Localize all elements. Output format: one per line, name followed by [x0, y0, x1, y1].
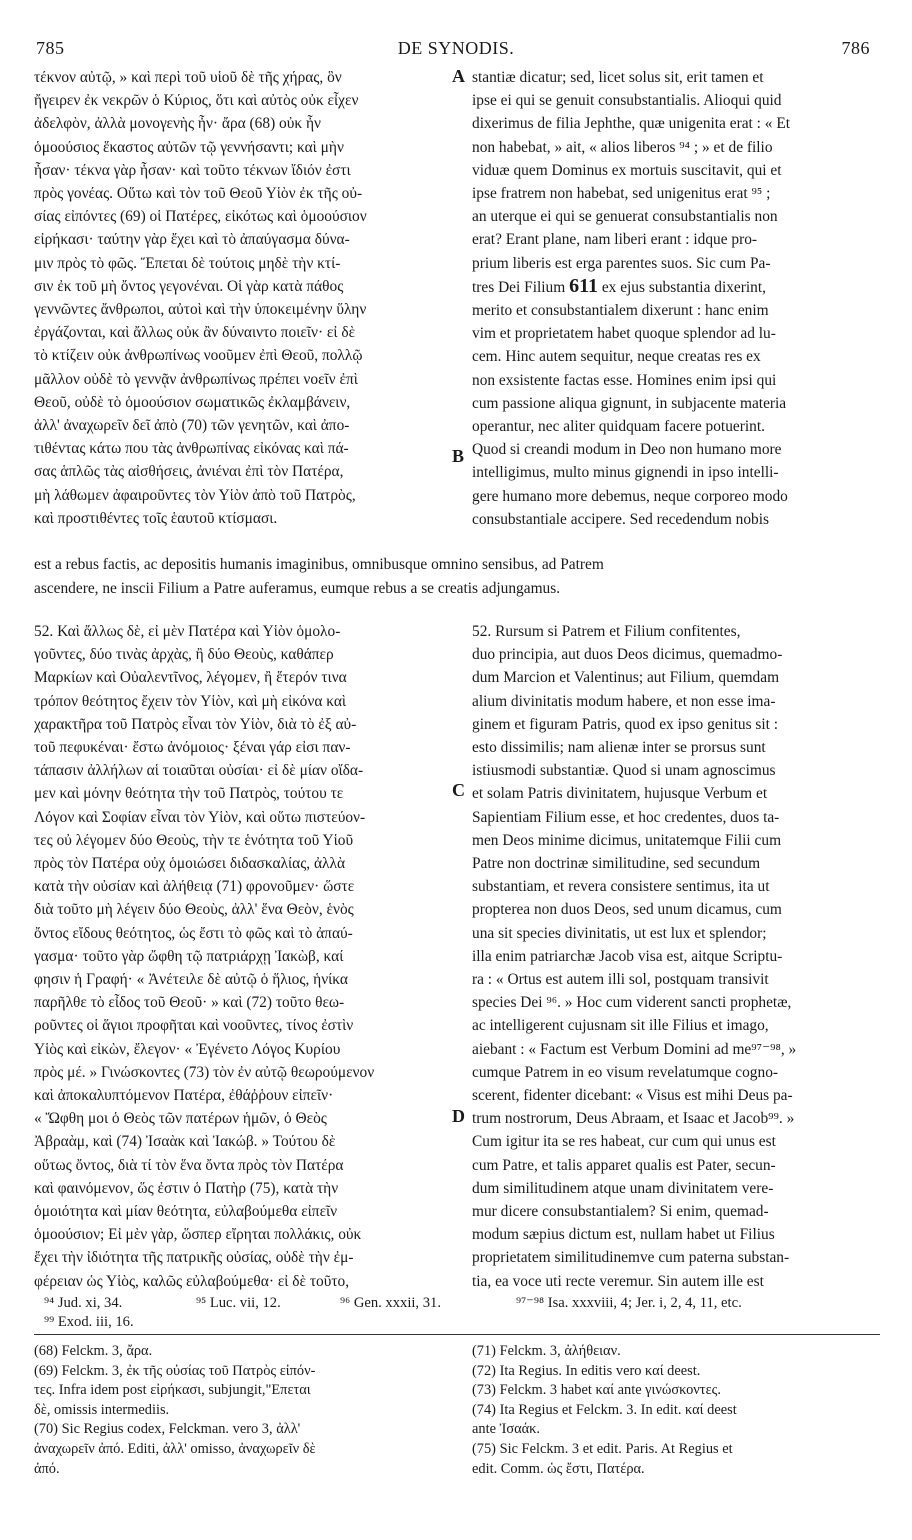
- greek-line: μᾶλλον οὐδὲ τὸ γεννᾷν ἀνθρωπίνως πρέπει νοεῖν ἐπὶ: [34, 370, 358, 388]
- greek-line: πρὸς τὸν Πατέρα οὐχ ὁμοιώσει διδασκαλίας, ἀλλὰ: [34, 855, 346, 873]
- greek-line: ὁμοούσιος ἕκαστος αὐτῶν τῷ γεννήσαντι; καὶ μὴν: [34, 138, 344, 156]
- left-page-number: 785: [36, 38, 65, 58]
- latin-line: ipse ei qui se genuit consubstantialis. Alioqui quid: [472, 92, 782, 110]
- latin-line: cumque Patrem in eo visum revelatumque cogno-: [472, 1063, 779, 1081]
- latin-line: Cum igitur ita se res habeat, cur cum qui unus est: [472, 1133, 776, 1151]
- greek-line: ὄντος εἴδους θεότητος, ὡς ἔστι τὸ φῶς καὶ τὸ ἀπαύ-: [34, 924, 353, 942]
- latin-line: propterea non duos Deos, sed unum dicamus, cum: [472, 901, 782, 919]
- greek-line: γασμα· τοῦτο γὰρ ὤφθη τῷ πατριάρχῃ Ἰακὼβ, καί: [34, 947, 344, 965]
- latin-line: vim et proprietatem habet quoque splendor ad lu-: [472, 325, 776, 343]
- greek-line: Λόγον καὶ Σοφίαν εἶναι τὸν Υἱὸν, καὶ οὕτω πιστεύον-: [34, 808, 366, 826]
- greek-line: τέκνον αὐτῷ, » καὶ περὶ τοῦ υἱοῦ δὲ τῆς χήρας, ὃν: [34, 69, 342, 86]
- greek-line: μὴ λάθωμεν ἀφαιροῦντες τὸν Υἱὸν ἀπὸ τοῦ Πατρὸς,: [34, 486, 356, 504]
- greek-line: καὶ ἀποκαλυπτόμενον Πατέρα, ἐθάῤῥουν εἰπεῖν·: [34, 1087, 334, 1105]
- latin-line: ac intelligerent cujusnam sit ille Filius et imago,: [472, 1017, 769, 1035]
- greek-line: Θεοῦ, οὐδὲ τὸ ὁμοούσιον σωματικῶς ἐκλαμβάνειν,: [34, 393, 351, 411]
- greek-line: φέρειαν ὡς Υἱὸς, καλῶς εὐλαβούμεθα· εἰ δὲ τοῦτο,: [34, 1272, 350, 1290]
- greek-line: τὸ κτίζειν οὐκ ἀνθρωπίνως νοοῦμεν ἐπὶ Θεοῦ, πολλῷ: [34, 347, 363, 365]
- latin-line-start: tres Dei Filium: [472, 278, 566, 296]
- margin-letter-a: A: [452, 66, 465, 86]
- greek-line: τες οὐ λέγομεν δύο Θεοὺς, τὴν τε ἑνότητα τοῦ Υἱοῦ: [34, 831, 354, 849]
- greek-line: ροῦντες οἱ ἅγιοι προφῆται καὶ νοοῦντες, τίνος ἐστὶν: [34, 1017, 354, 1035]
- greek-line: γεννῶντες ἄνθρωποι, αὐτοὶ καὶ τὴν ὑποκειμένην ὕλην: [34, 301, 367, 319]
- greek-line: τοῦ πεφυκέναι· ἔστω ἀνόμοιος· ξέναι γάρ εἰσι παν-: [34, 739, 351, 757]
- latin-column-top: [472, 66, 880, 531]
- latin-line: 52. Rursum si Patrem et Filium confitentes,: [472, 623, 741, 640]
- latin-line: tia, ea voce uti recte veremur. Sin autem ille est: [472, 1272, 764, 1290]
- greek-line: σίας εἰπόντες (69) οἱ Πατέρες, εἰκότως καὶ ὁμοούσιον: [34, 208, 367, 226]
- greek-line: ἀλλ' ἀναχωρεῖν δεῖ ἀπὸ (70) τῶν γενητῶν, καὶ ἀπο-: [34, 417, 350, 435]
- latin-line-end: ex ejus substantia dixerint,: [601, 278, 766, 296]
- latin-line: consubstantiale accipere. Sed recedendum nobis: [472, 510, 770, 528]
- latin-line: dixerimus de filia Jephthe, quæ unigenita erat : « Et: [472, 115, 790, 133]
- greek-line: ἐργάζονται, καὶ ἄλλως οὐκ ἂν δύναιντο ποιεῖν· εἰ δὲ: [34, 324, 356, 342]
- full-width-line: est a rebus factis, ac depositis humanis imaginibus, omnibusque omnino sensibus, ad Patrem: [34, 556, 604, 573]
- footnote-line: ἀναχωρεῖν ἀπό. Editi, ἀλλ' omisso, ἀναχωρεῖν δὲ: [34, 1440, 316, 1457]
- greek-line: μεν καὶ μόνην θεότητα τὴν τοῦ Πατρὸς, τούτου τε: [34, 785, 344, 803]
- latin-line: operantur, nec aliter quidquam facere potuerint.: [472, 418, 765, 436]
- footnote-line: (73) Felckm. 3 habet καί ante γινώσκοντες.: [472, 1382, 721, 1399]
- latin-line: erat? Erant plane, nam liberi erant : idque pro-: [472, 231, 758, 249]
- footnote-line: τες. Infra idem post εἰρήκασι, subjungit,"Επεται: [34, 1382, 311, 1399]
- footnote-line: (71) Felckm. 3, ἀλήθειαν.: [472, 1343, 621, 1359]
- latin-line: cem. Hinc autem sequitur, neque creatas res ex: [472, 348, 761, 366]
- greek-column-bottom: [34, 620, 452, 1293]
- greek-line: πρὸς γονέας. Οὕτω καὶ τὸν τοῦ Θεοῦ Υἱὸν ἐκ τῆς οὐ-: [34, 185, 363, 203]
- latin-line: alium divinitatis modum habere, et non esse ima-: [472, 692, 776, 710]
- latin-line: et solam Patris divinitatem, hujusque Verbum et: [472, 785, 768, 803]
- bible-reference: ⁹⁴ Jud. xi, 34.: [44, 1295, 123, 1311]
- latin-line: non exsistente factas esse. Homines enim ipsi qui: [472, 371, 777, 389]
- latin-line: intelligimus, multo minus gignendi in ipso intelli-: [472, 464, 779, 482]
- latin-line: mur dicere consubstantialem? Si enim, quemad-: [472, 1203, 769, 1221]
- greek-line: ἀδελφὸν, ἀλλὰ μονογενὴς ἦν· ἄρα (68) οὐκ ἦν: [34, 115, 321, 133]
- running-title: DE SYNODIS.: [397, 38, 515, 58]
- greek-line: « Ὤφθη μοι ὁ Θεὸς τῶν πατέρων ἡμῶν, ὁ Θεὸς: [34, 1110, 327, 1128]
- greek-line: γοῦντες, δύο τινὰς ἀρχὰς, ἢ δύο Θεοὺς, καθάπερ: [34, 646, 334, 664]
- latin-column-bottom: [472, 620, 880, 1293]
- footnote-line: (72) Ita Regius. In editis vero καί deest.: [472, 1362, 701, 1379]
- footnote-line: (74) Ita Regius et Felckm. 3. In edit. καί deest: [472, 1401, 737, 1418]
- latin-line: modum sæpius dictum est, nullam habet ut Filius: [472, 1226, 775, 1244]
- footnote-line: edit. Comm. ὡς ἔστι, Πατέρα.: [472, 1460, 645, 1477]
- latin-line: gere humano more debemus, neque corporeo modo: [472, 487, 788, 505]
- greek-line: σιν ἐκ τοῦ μὴ ὄντος γεγονέναι. Οἱ γὰρ κατὰ πάθος: [34, 277, 344, 295]
- greek-line: ἦσαν· τέκνα γὰρ ἦσαν· καὶ τοῦτο τέκνων ἴδιόν ἐστι: [34, 161, 351, 179]
- greek-line: πρὸς μέ. » Γινώσκοντες (73) τὸν ἐν αὐτῷ θεωρούμενον: [34, 1063, 375, 1081]
- greek-line: εἰρήκασι· ταύτην γὰρ ἔχει καὶ τὸ ἀπαύγασμα δύνα-: [34, 231, 350, 249]
- latin-line: illa enim patriarchæ Jacob visa est, aitque Scriptu-: [472, 947, 783, 965]
- latin-line: cum passione aliqua gignunt, in subjacente materia: [472, 394, 787, 412]
- bible-reference: ⁹⁶ Gen. xxxii, 31.: [340, 1295, 441, 1311]
- footnote-line: ante Ἰσαάκ.: [472, 1421, 541, 1438]
- latin-line: substantiam, et revera consistere sentimus, ita ut: [472, 878, 770, 896]
- greek-line: οὕτως ὄντος, διὰ τί τὸν ἕνα ὄντα πρὸς τὸν Πατέρα: [34, 1156, 344, 1174]
- latin-line: non habebat, » ait, « alios liberos ⁹⁴ ; » et de filio: [472, 138, 773, 156]
- right-page-number: 786: [841, 38, 870, 58]
- latin-line: trum nostrorum, Deus Abraam, et Isaac et Jacob⁹⁹. »: [472, 1110, 795, 1128]
- greek-line: καὶ προστιθέντες τοῖς ἑαυτοῦ κτίσμασι.: [34, 509, 278, 527]
- greek-line: τάπασιν ἀλλήλων αἱ τοιαῦται οὐσίαι· εἰ δὲ μίαν οἴδα-: [34, 762, 364, 780]
- latin-line: Sapientiam Filium esse, et hoc credentes, duos ta-: [472, 808, 780, 826]
- margin-letter-d: D: [452, 1106, 465, 1126]
- latin-line: proprietatem similitudinemve cum paterna substan-: [472, 1249, 790, 1267]
- footnote-line: ἀπό.: [34, 1460, 60, 1477]
- greek-column-top: [34, 66, 452, 530]
- latin-line: merito et consubstantialem dixerunt : hanc enim: [472, 302, 769, 320]
- greek-line: σας ἁπλῶς τὰς αἰσθήσεις, ἀνιέναι ἐπὶ τὸν Πατέρα,: [34, 463, 344, 481]
- column-marker: 611: [569, 274, 598, 297]
- latin-line: esto dissimilis; nam alienæ inter se prorsus sunt: [472, 739, 766, 757]
- greek-line: ὁμοιότητα καὶ μίαν θεότητα, εὐλαβούμεθα εἰπεῖν: [34, 1203, 338, 1221]
- greek-line: ἔχει τὴν ἰδιότητα τῆς πατρικῆς οὐσίας, οὐδὲ τὴν ἐμ-: [34, 1249, 354, 1267]
- bible-reference: ⁹⁹ Exod. iii, 16.: [44, 1314, 134, 1330]
- latin-line: dum similitudinem atque unam divinitatem vere-: [472, 1179, 774, 1197]
- latin-line: aiebant : « Factum est Verbum Domini ad me⁹⁷⁻⁹⁸, »: [472, 1040, 797, 1058]
- margin-letter-b: B: [452, 446, 465, 466]
- greek-line: καὶ φαινόμενον, ὥς ἐστιν ὁ Πατὴρ (75), κατὰ τὴν: [34, 1179, 339, 1197]
- greek-line: κατὰ τὴν οὐσίαν καὶ ἀλήθειᾳ (71) φρονοῦμεν· ὥστε: [34, 878, 355, 896]
- latin-line: prium liberis est erga parentes suos. Sic cum Pa-: [472, 254, 771, 272]
- footnote-line: (75) Sic Felckm. 3 et edit. Paris. At Regius et: [472, 1440, 733, 1457]
- latin-line: scerent, fidenter dicebant: « Visus est mihi Deus pa-: [472, 1087, 793, 1105]
- latin-line: an uterque ei qui se genuerat consubstantialis non: [472, 208, 778, 226]
- greek-line: Μαρκίων καὶ Οὐαλεντῖνος, λέγομεν, ἢ ἕτερόν τινα: [34, 669, 347, 687]
- latin-line-with-column-marker: [472, 275, 880, 299]
- footnote-line: (68) Felckm. 3, ἄρα.: [34, 1343, 153, 1359]
- footnotes-left: [34, 1342, 454, 1479]
- footnote-line: (70) Sic Regius codex, Felckman. vero 3, ἀλλ': [34, 1421, 301, 1438]
- latin-line: ginem et figuram Patris, quod ex ipso genitus sit :: [472, 715, 779, 733]
- latin-line: cum Patre, et talis apparet qualis est Pater, secun-: [472, 1156, 776, 1174]
- latin-line: una sit species divinitatis, ut est lux et splendor;: [472, 924, 767, 942]
- latin-line: ra : « Ortus est autem illi sol, postquam transivit: [472, 971, 769, 989]
- notes-divider: [34, 1334, 880, 1335]
- full-width-line: ascendere, ne inscii Filium a Patre auferamus, eumque rebus a se creatis adjungamus.: [34, 580, 561, 597]
- greek-line: τρόπον θεότητος ἔχειν τὸν Υἱὸν, καὶ μὴ εἰκόνα καὶ: [34, 692, 347, 710]
- greek-line: χαρακτῆρα τοῦ Πατρὸς εἶναι τὸν Υἱὸν, διὰ τὸ ἐξ αὐ-: [34, 715, 357, 733]
- latin-line: ipse fratrem non habebat, sed unigenitus erat ⁹⁵ ;: [472, 185, 771, 203]
- latin-line: Patre non doctrinæ similitudine, sed secundum: [472, 855, 761, 873]
- greek-line: διὰ τοῦτο μὴ λέγειν δύο Θεοὺς, ἀλλ' ἕνα Θεὸν, ἑνὸς: [34, 901, 354, 919]
- latin-line: viduæ quem Dominus ex mortuis suscitavit, qui et: [472, 161, 782, 179]
- bible-reference: ⁹⁵ Luc. vii, 12.: [196, 1295, 281, 1311]
- greek-line: φησιν ἡ Γραφή· « Ἀνέτειλε δὲ αὐτῷ ὁ ἥλιος, ἡνίκα: [34, 971, 348, 989]
- bible-reference: ⁹⁷⁻⁹⁸ Isa. xxxviii, 4; Jer. i, 2, 4, 11, etc.: [516, 1295, 742, 1311]
- latin-line: men Deos minime dicimus, unitatemque Filii cum: [472, 831, 782, 849]
- latin-line: Quod si creandi modum in Deo non humano more: [472, 441, 782, 459]
- latin-line: istiusmodi substantiæ. Quod si unam agnoscimus: [472, 762, 776, 780]
- greek-line: τιθέντας κάτω που τὰς ἀνθρωπίνας εἰκόνας καὶ πά-: [34, 440, 349, 458]
- greek-line: παρῆλθε τὸ εἶδος τοῦ Θεοῦ· » καὶ (72) τοῦτο θεω-: [34, 994, 345, 1012]
- latin-line: dum Marcion et Valentinus; aut Filium, quemdam: [472, 669, 780, 687]
- greek-line: ἤγειρεν ἐκ νεκρῶν ὁ Κύριος, ὅτι καὶ αὐτὸς οὐκ εἶχεν: [34, 92, 359, 110]
- greek-line: Ἀβραὰμ, καὶ (74) Ἰσαὰκ καὶ Ἰακώβ. » Τούτου δὲ: [34, 1133, 336, 1151]
- latin-line: stantiæ dicatur; sed, licet solus sit, erit tamen et: [472, 69, 764, 86]
- greek-line: Υἱὸς καὶ εἰκὼν, ἔλεγον· « Ἐγένετο Λόγος Κυρίου: [34, 1040, 341, 1058]
- latin-line: duo principia, aut duos Deos dicimus, quemadmo-: [472, 646, 783, 664]
- greek-line: ὁμοούσιον; Εἰ μὲν γὰρ, ὥσπερ εἴρηται πολλάκις, οὐκ: [34, 1226, 362, 1244]
- greek-line: 52. Καὶ ἄλλως δὲ, εἰ μὲν Πατέρα καὶ Υἱὸν ὁμολο-: [34, 623, 341, 640]
- greek-line: μιν πρὸς τὸ φῶς. Ἕπεται δὲ τούτοις μηδὲ τὴν κτί-: [34, 254, 341, 272]
- latin-line: species Dei ⁹⁶. » Hoc cum viderent sancti prophetæ,: [472, 994, 792, 1012]
- footnote-line: (69) Felckm. 3, ἐκ τῆς οὐσίας τοῦ Πατρὸς εἰπόν-: [34, 1362, 316, 1379]
- margin-letter-c: C: [452, 780, 465, 800]
- footnote-line: δὲ, omissis intermediis.: [34, 1401, 170, 1418]
- footnotes-right: [472, 1342, 880, 1479]
